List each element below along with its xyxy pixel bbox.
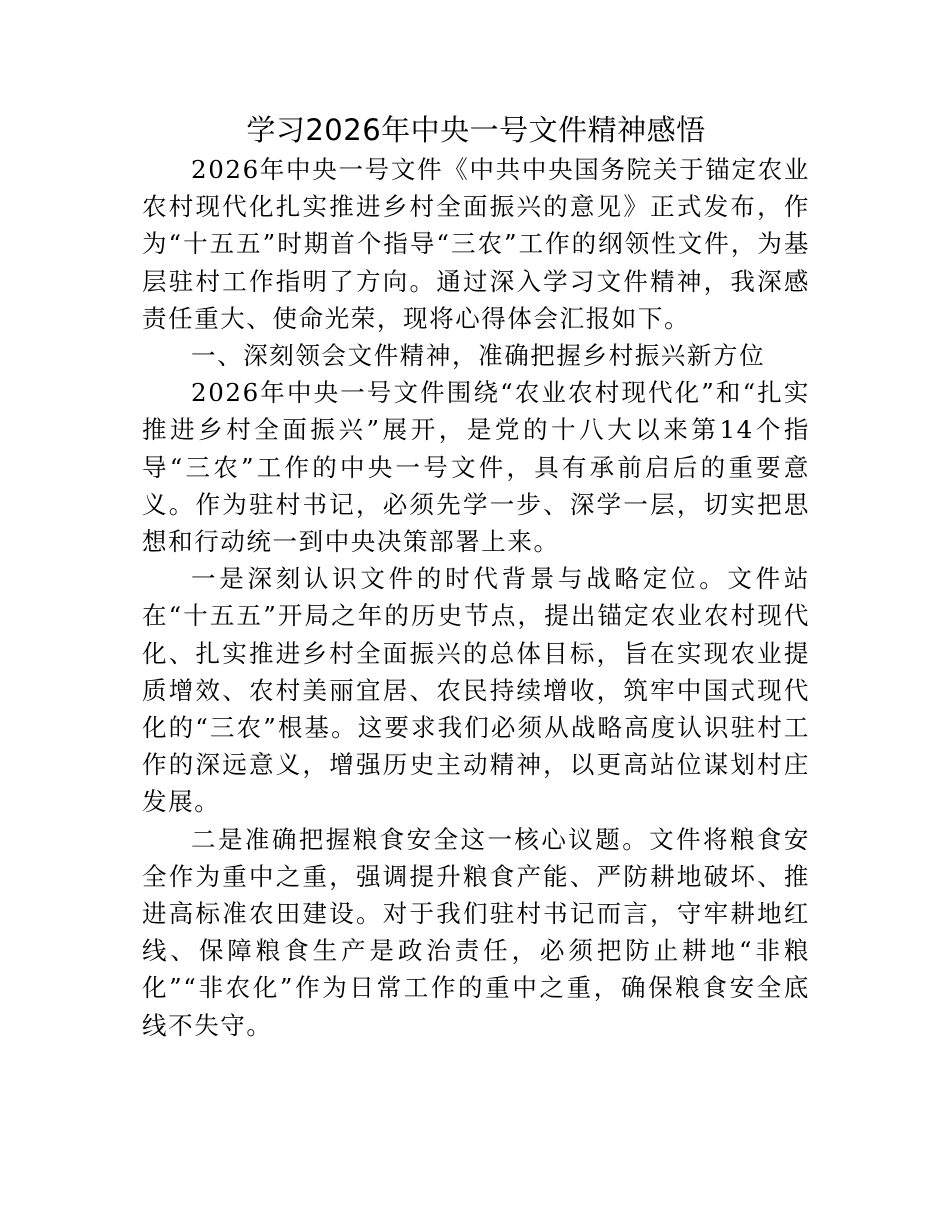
document-title: 学习2026年中央一号文件精神感悟 — [246, 113, 706, 147]
document-page — [142, 110, 810, 1044]
paragraph-point-2: 二是准确把握粮食安全这一核心议题。文件将粮食安全作为重中之重，强调提升粮食产能、严防耕地破坏、推进高标准农田建设。对于我们驻村书记而言，守牢耕地红线、保障粮食生产是政治责任，必须把防止耕地“非粮化”“非农化”作为日常工作的重中之重，确保粮食安全底线不失守。 — [142, 824, 810, 1040]
section-heading-1: 一、深刻领会文件精神，准确把握乡村振兴新方位 — [191, 341, 766, 371]
paragraph-intro: 2026年中央一号文件《中共中央国务院关于锚定农业农村现代化扎实推进乡村全面振兴的意见》正式发布，作为“十五五”时期首个指导“三农”工作的纲领性文件，为基层驻村工作指明了方向。通过深入学习文件精神，我深感责任重大、使命光荣，现将心得体会汇报如下。 — [142, 155, 810, 333]
paragraph-section-1-overview: 2026年中央一号文件围绕“农业农村现代化”和“扎实推进乡村全面振兴”展开，是党的十八大以来第14个指导“三农”工作的中央一号文件，具有承前启后的重要意义。作为驻村书记，必须先学一步、深学一层，切实把思想和行动统一到中央决策部署上来。 — [142, 378, 810, 557]
paragraph-point-1: 一是深刻认识文件的时代背景与战略定位。文件站在“十五五”开局之年的历史节点，提出锚定农业农村现代化、扎实推进乡村全面振兴的总体目标，旨在实现农业提质增效、农村美丽宜居、农民持续增收，筑牢中国式现代化的“三农”根基。这要求我们必须从战略高度认识驻村工作的深远意义，增强历史主动精神，以更高站位谋划村庄发展。 — [142, 564, 810, 817]
